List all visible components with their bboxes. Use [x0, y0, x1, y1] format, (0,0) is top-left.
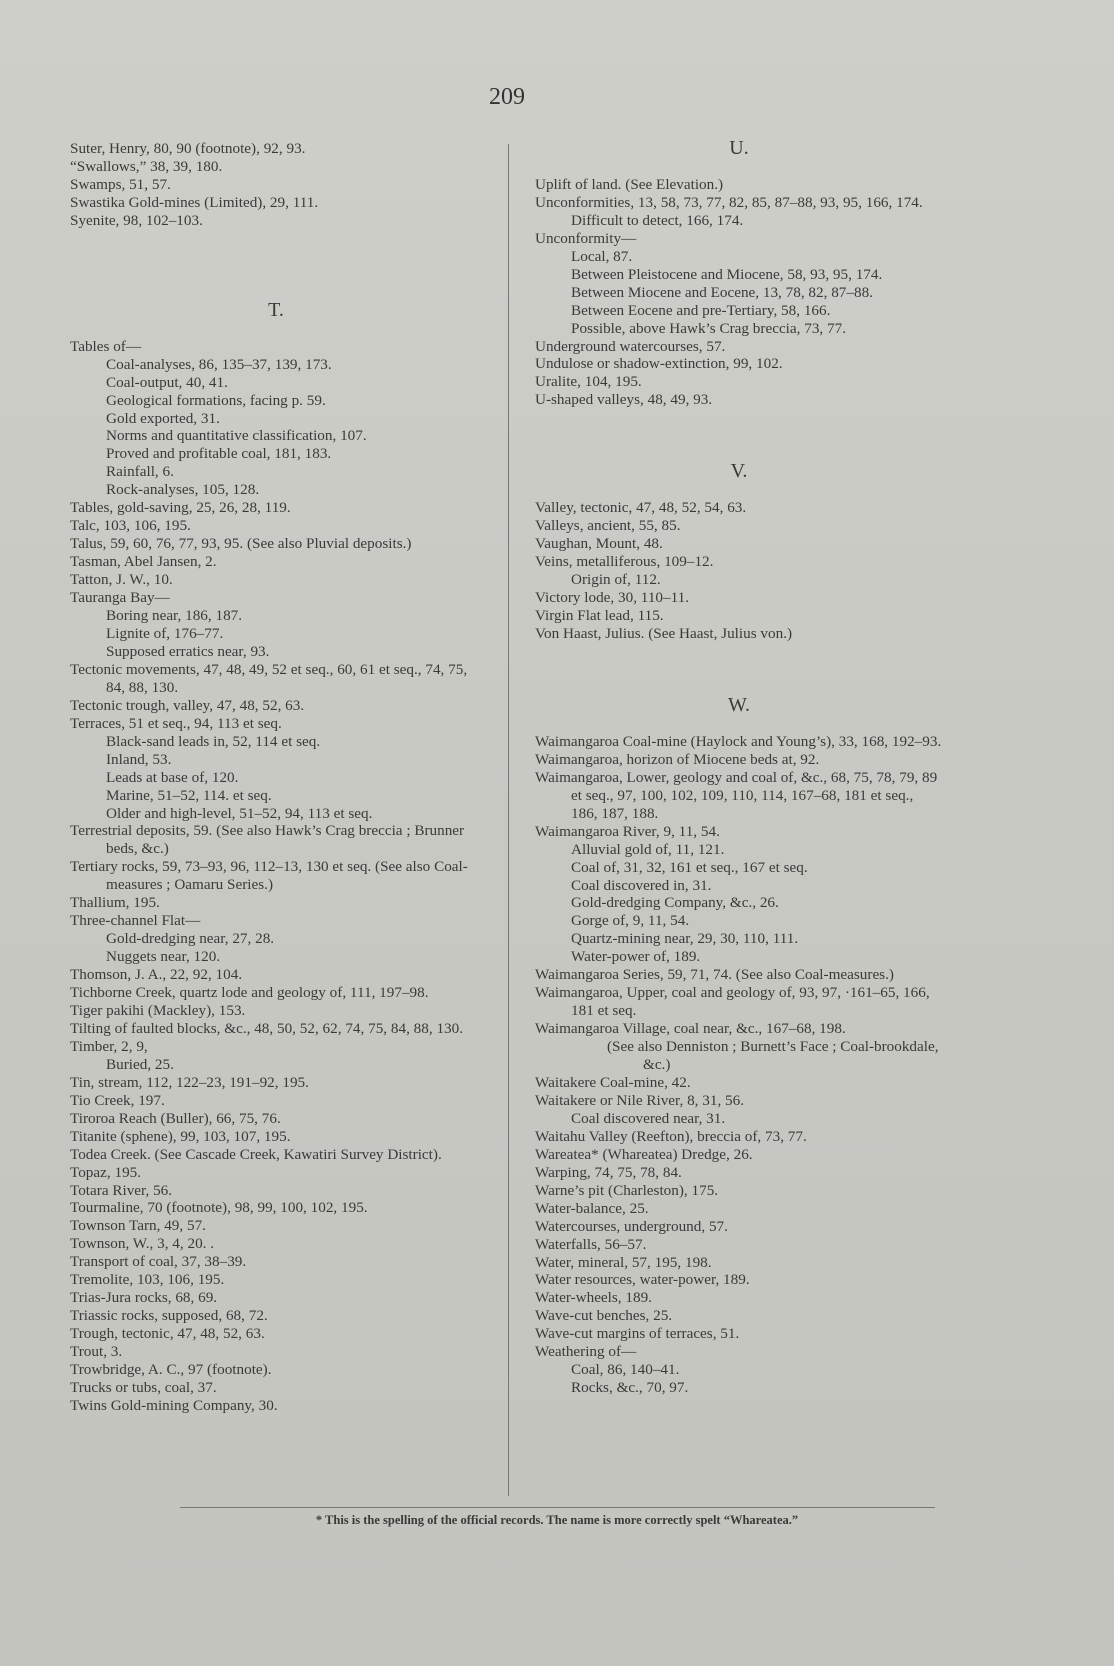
index-subentry: Marine, 51–52, 114. et seq. — [106, 786, 272, 804]
index-subentry: Leads at base of, 120. — [106, 768, 239, 786]
index-entry: Waimangaroa, horizon of Miocene beds at, 92. — [535, 750, 820, 768]
index-entry: Wave-cut margins of terraces, 51. — [535, 1325, 740, 1343]
index-entry: Terraces, 51 et seq., 94, 113 et seq. — [70, 714, 282, 732]
index-subentry: (See also Denniston ; Burnett’s Face ; Coal-brookdale, &c.) — [607, 1038, 939, 1074]
index-subentry: Boring near, 186, 187. — [106, 607, 243, 625]
index-subentry: Difficult to detect, 166, 174. — [571, 211, 744, 229]
section-letter: V. — [730, 460, 748, 483]
index-entry: Tasman, Abel Jansen, 2. — [70, 553, 217, 571]
index-subentry: Geological formations, facing p. 59. — [106, 391, 326, 409]
index-entry: Trough, tectonic, 47, 48, 52, 63. — [70, 1325, 265, 1343]
section-gap — [535, 409, 943, 427]
index-subentry: Alluvial gold of, 11, 121. — [571, 840, 725, 858]
index-subentry: Supposed erratics near, 93. — [106, 642, 270, 660]
index-entry: Waimangaroa River, 9, 11, 54. — [535, 822, 720, 840]
index-entry: Trout, 3. — [70, 1343, 123, 1361]
index-entry: Uplift of land. (See Elevation.) — [535, 175, 724, 193]
index-subentry: Coal discovered in, 31. — [571, 876, 712, 894]
section-letter: U. — [729, 137, 749, 159]
index-subentry: Coal, 86, 140–41. — [571, 1361, 680, 1379]
index-entry: Vaughan, Mount, 48. — [535, 535, 663, 553]
index-subentry: Lignite of, 176–77. — [106, 624, 224, 642]
index-entry: Underground watercourses, 57. — [535, 337, 726, 355]
index-entry: Thomson, J. A., 22, 92, 104. — [70, 966, 243, 984]
index-entry: Transport of coal, 37, 38–39. — [70, 1253, 247, 1271]
index-subentry: Coal-analyses, 86, 135–37, 139, 173. — [106, 355, 332, 373]
index-entry: Tectonic movements, 47, 48, 49, 52 et seq., 60, 61 et seq., 74, 75, 84, 88, 130. — [70, 660, 468, 696]
index-entry: Von Haast, Julius. (See Haast, Julius von.) — [535, 624, 793, 642]
index-subentry: Coal discovered near, 31. — [571, 1109, 726, 1127]
index-entry: Waitahu Valley (Reefton), breccia of, 73, 77. — [535, 1127, 807, 1145]
index-entry: Swamps, 51, 57. — [70, 175, 171, 193]
index-subentry: Gorge of, 9, 11, 54. — [571, 912, 690, 930]
index-subentry: Between Eocene and pre-Tertiary, 58, 166. — [571, 301, 831, 319]
index-entry: Tiger pakihi (Mackley), 153. — [70, 1001, 246, 1019]
index-subentry: Inland, 53. — [106, 750, 172, 768]
index-subentry: Nuggets near, 120. — [106, 948, 221, 966]
index-entry: Todea Creek. (See Cascade Creek, Kawatiri Survey District). — [70, 1145, 442, 1163]
index-subentry: Local, 87. — [571, 247, 633, 265]
index-entry: Townson Tarn, 49, 57. — [70, 1217, 206, 1235]
index-entry: Tectonic trough, valley, 47, 48, 52, 63. — [70, 696, 305, 714]
index-subentry: Gold exported, 31. — [106, 409, 220, 427]
index-entry: Tichborne Creek, quartz lode and geology of, 111, 197–98. — [70, 984, 429, 1002]
index-entry: Tilting of faulted blocks, &c., 48, 50, 52, 62, 74, 75, 84, 88, 130. — [70, 1019, 464, 1037]
index-entry: Trucks or tubs, coal, 37. — [70, 1379, 217, 1396]
index-entry: Wave-cut benches, 25. — [535, 1307, 673, 1325]
index-entry: Waimangaroa, Upper, coal and geology of, 93, 97, ·161–65, 166, 181 et seq. — [535, 984, 930, 1020]
index-entry: Water, mineral, 57, 195, 198. — [535, 1253, 712, 1271]
index-entry: Suter, Henry, 80, 90 (footnote), 92, 93. — [70, 140, 306, 157]
index-entry: Valleys, ancient, 55, 85. — [535, 517, 681, 535]
footnote-rule — [180, 1507, 935, 1508]
index-subentry: Older and high-level, 51–52, 94, 113 et seq. — [106, 804, 373, 822]
index-entry: Waimangaroa, Lower, geology and coal of, &c., 68, 75, 78, 79, 89 et seq., 97, 100, 102, 109, 110, 114, 167–68, 181 et seq., 186, 187, 188. — [535, 768, 938, 822]
index-subentry: Gold-dredging Company, &c., 26. — [571, 894, 779, 912]
index-subentry: Rocks, &c., 70, 97. — [571, 1379, 689, 1397]
index-entry: Tauranga Bay— — [70, 589, 170, 607]
index-column-right — [535, 137, 943, 1397]
section-gap — [70, 266, 482, 284]
index-entry: Waterfalls, 56–57. — [535, 1235, 647, 1253]
index-column-left — [70, 140, 482, 1415]
index-entry: Talus, 59, 60, 76, 77, 93, 95. (See also Pluvial deposits.) — [70, 535, 412, 553]
index-entry: Twins Gold-mining Company, 30. — [70, 1396, 278, 1414]
index-entry: Tatton, J. W., 10. — [70, 571, 173, 589]
index-entry: Victory lode, 30, 110–11. — [535, 589, 690, 607]
index-entry: Valley, tectonic, 47, 48, 52, 54, 63. — [535, 499, 747, 517]
index-subentry: Water-power of, 189. — [571, 948, 701, 966]
index-subentry: Gold-dredging near, 27, 28. — [106, 930, 275, 948]
index-subentry: Between Miocene and Eocene, 13, 78, 82, 87–88. — [571, 283, 873, 301]
index-entry: Waitakere Coal-mine, 42. — [535, 1073, 691, 1091]
index-entry: Triassic rocks, supposed, 68, 72. — [70, 1307, 268, 1325]
index-entry: Weathering of— — [535, 1343, 637, 1361]
index-subentry: Origin of, 112. — [571, 571, 661, 589]
section-gap — [535, 481, 943, 499]
index-entry: Warping, 74, 75, 78, 84. — [535, 1163, 682, 1181]
index-entry: Tables of— — [70, 337, 142, 355]
index-entry: Virgin Flat lead, 115. — [535, 607, 664, 625]
index-entry: Waimangaroa Village, coal near, &c., 167–68, 198. — [535, 1020, 846, 1038]
index-entry: Tio Creek, 197. — [70, 1091, 165, 1109]
index-entry: Unconformities, 13, 58, 73, 77, 82, 85, 87–88, 93, 95, 166, 174. — [535, 193, 923, 211]
index-subentry: Rock-analyses, 105, 128. — [106, 481, 260, 499]
page-number: 209 — [489, 84, 525, 110]
index-subentry: Possible, above Hawk’s Crag breccia, 73, 77. — [571, 319, 846, 337]
index-entry: Warne’s pit (Charleston), 175. — [535, 1181, 719, 1199]
section-letter: T. — [268, 298, 284, 321]
index-entry: Townson, W., 3, 4, 20. . — [70, 1235, 215, 1253]
index-entry: Unconformity— — [535, 229, 637, 247]
index-entry: Topaz, 195. — [70, 1163, 142, 1181]
index-entry: Water-balance, 25. — [535, 1199, 649, 1217]
index-entry: Syenite, 98, 102–103. — [70, 211, 203, 229]
index-entry: Trias-Jura rocks, 68, 69. — [70, 1289, 218, 1307]
index-subentry: Norms and quantitative classification, 107. — [106, 427, 367, 445]
index-entry: Totara River, 56. — [70, 1181, 173, 1199]
index-entry: Timber, 2, 9, — [70, 1037, 148, 1055]
index-subentry: Between Pleistocene and Miocene, 58, 93, 95, 174. — [571, 265, 883, 283]
index-entry: Tremolite, 103, 106, 195. — [70, 1271, 225, 1289]
index-entry: Water resources, water-power, 189. — [535, 1271, 750, 1289]
index-entry: Veins, metalliferous, 109–12. — [535, 553, 714, 571]
index-subentry: Rainfall, 6. — [106, 463, 174, 481]
index-entry: Waimangaroa Series, 59, 71, 74. (See also Coal-measures.) — [535, 966, 894, 984]
index-entry: Tertiary rocks, 59, 73–93, 96, 112–13, 130 et seq. (See also Coal-measures ; Oamaru Series.) — [70, 858, 468, 894]
index-entry: Waitakere or Nile River, 8, 31, 56. — [535, 1091, 745, 1109]
index-entry: Undulose or shadow-extinction, 99, 102. — [535, 355, 783, 373]
footnote: * This is the spelling of the official records. The name is more correctly spelt “Whareatea.” — [315, 1513, 799, 1527]
index-subentry: Quartz-mining near, 29, 30, 110, 111. — [571, 930, 799, 948]
index-subentry: Buried, 25. — [106, 1055, 174, 1073]
index-subentry: Proved and profitable coal, 181, 183. — [106, 445, 332, 463]
section-gap — [70, 248, 482, 266]
section-gap — [70, 320, 482, 338]
index-subentry: Coal-output, 40, 41. — [106, 373, 228, 391]
index-entry: Water-wheels, 189. — [535, 1289, 652, 1307]
section-gap — [535, 158, 943, 176]
index-entry: Waimangaroa Coal-mine (Haylock and Young’s), 33, 168, 192–93. — [535, 732, 942, 750]
section-gap — [70, 230, 482, 248]
index-entry: Swastika Gold-mines (Limited), 29, 111. — [70, 193, 319, 211]
index-entry: Tourmaline, 70 (footnote), 98, 99, 100, 102, 195. — [70, 1199, 368, 1217]
index-entry: Tables, gold-saving, 25, 26, 28, 119. — [70, 499, 291, 517]
index-subentry: Black-sand leads in, 52, 114 et seq. — [106, 732, 321, 750]
index-entry: Terrestrial deposits, 59. (See also Hawk’s Crag breccia ; Brunner beds, &c.) — [70, 822, 465, 858]
section-gap — [535, 427, 943, 445]
index-entry: Tiroroa Reach (Buller), 66, 75, 76. — [70, 1109, 281, 1127]
index-entry: U-shaped valleys, 48, 49, 93. — [535, 391, 713, 409]
section-gap — [535, 715, 943, 733]
index-entry: Uralite, 104, 195. — [535, 373, 642, 391]
index-entry: Titanite (sphene), 99, 103, 107, 195. — [70, 1127, 291, 1145]
index-subentry: Coal of, 31, 32, 161 et seq., 167 et seq. — [571, 858, 808, 876]
index-entry: “Swallows,” 38, 39, 180. — [70, 157, 223, 175]
index-entry: Three-channel Flat— — [70, 912, 201, 930]
section-gap — [535, 643, 943, 661]
column-divider — [508, 144, 509, 1496]
section-letter: W. — [727, 693, 751, 716]
index-entry: Watercourses, underground, 57. — [535, 1217, 728, 1235]
index-entry: Tin, stream, 112, 122–23, 191–92, 195. — [70, 1073, 309, 1091]
index-entry: Wareatea* (Whareatea) Dredge, 26. — [535, 1145, 753, 1163]
index-entry: Thallium, 195. — [70, 894, 160, 912]
index-entry: Talc, 103, 106, 195. — [70, 517, 191, 535]
index-entry: Trowbridge, A. C., 97 (footnote). — [70, 1361, 272, 1379]
section-gap — [535, 661, 943, 679]
